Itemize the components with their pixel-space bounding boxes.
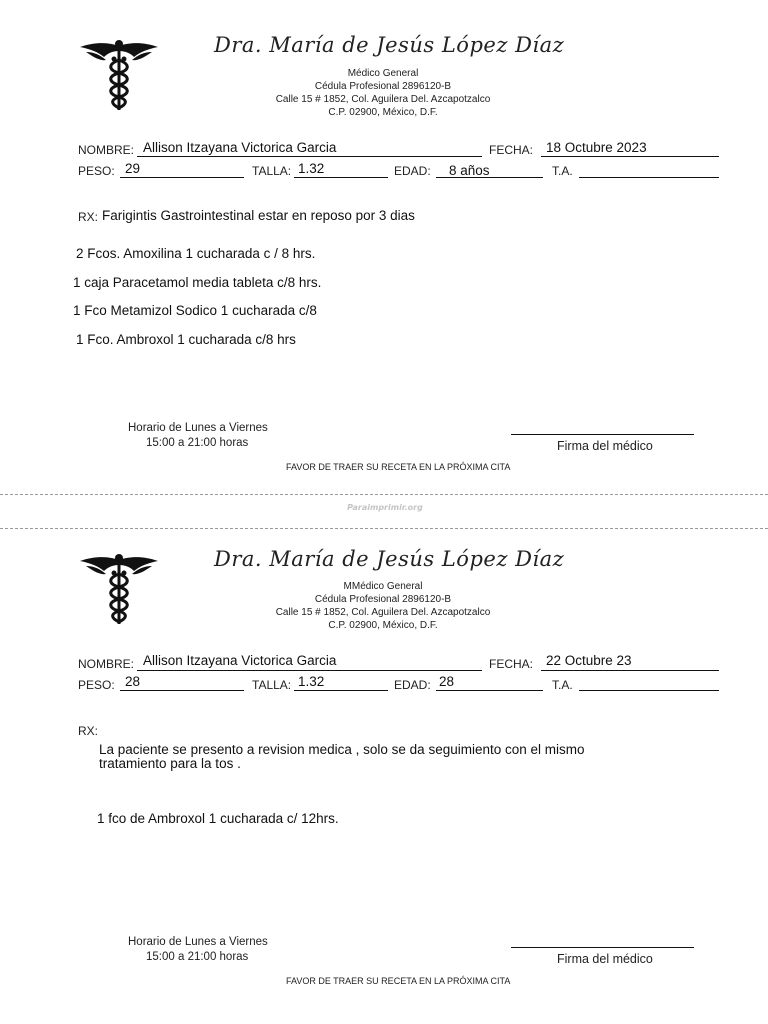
signature-label: Firma del médico — [557, 439, 653, 453]
fecha-label: FECHA: — [489, 143, 534, 157]
nombre-label: NOMBRE: — [78, 143, 135, 157]
talla-value: 1.32 — [298, 674, 325, 689]
doctor-info: MMédico General Cédula Profesional 2896120-B Calle 15 # 1852, Col. Aguilera Del. Azcapotzalco C.P. 02900, México, D.F. — [275, 581, 491, 631]
fecha-label: FECHA: — [489, 657, 534, 671]
edad-label: EDAD: — [394, 164, 431, 178]
observation-text: La paciente se presento a revision medica , solo se da seguimiento con el mismo tratamiento para la tos . — [99, 742, 585, 771]
edad-value: 8 años — [449, 163, 490, 178]
edad-label: EDAD: — [394, 678, 431, 692]
doctor-name: Dra. María de Jesús López Díaz — [214, 547, 565, 571]
signature-line — [511, 947, 694, 948]
ta-label: T.A. — [552, 678, 573, 692]
medication-item: 1 Fco Metamizol Sodico 1 cucharada c/8 — [73, 303, 317, 318]
nombre-line — [137, 156, 482, 157]
nombre-value: Allison Itzayana Victorica Garcia — [143, 653, 337, 668]
peso-line — [120, 690, 244, 691]
peso-value: 28 — [125, 674, 141, 689]
edad-line — [436, 177, 543, 178]
signature-label: Firma del médico — [557, 952, 653, 966]
nombre-line — [137, 670, 482, 671]
ta-line — [579, 690, 719, 691]
doctor-name: Dra. María de Jesús López Díaz — [214, 33, 565, 57]
rx-label: RX: — [78, 724, 99, 738]
nombre-value: Allison Itzayana Victorica Garcia — [143, 140, 337, 155]
peso-line — [120, 177, 244, 178]
ta-line — [579, 177, 719, 178]
cut-line-bottom — [0, 528, 768, 529]
doctor-info: Médico General Cédula Profesional 2896120-B Calle 15 # 1852, Col. Aguilera Del. Azcapotzalco C.P. 02900, México, D.F. — [275, 68, 491, 118]
talla-line — [294, 177, 388, 178]
caduceus-icon — [78, 552, 160, 628]
talla-label: TALLA: — [252, 164, 292, 178]
talla-label: TALLA: — [252, 678, 292, 692]
schedule-hours: 15:00 a 21:00 horas — [146, 951, 249, 963]
peso-label: PESO: — [78, 678, 115, 692]
fecha-line — [541, 670, 719, 671]
edad-line — [436, 690, 543, 691]
schedule-days: Horario de Lunes a Viernes — [128, 936, 268, 948]
rx-label: RX: — [78, 210, 99, 224]
peso-value: 29 — [125, 161, 141, 176]
schedule-days: Horario de Lunes a Viernes — [128, 422, 268, 434]
nombre-label: NOMBRE: — [78, 657, 135, 671]
ta-label: T.A. — [552, 164, 573, 178]
talla-value: 1.32 — [298, 161, 325, 176]
caduceus-icon — [78, 38, 160, 114]
diagnosis-text: Farigintis Gastrointestinal estar en reposo por 3 dias — [102, 208, 415, 223]
schedule-hours: 15:00 a 21:00 horas — [146, 437, 249, 449]
peso-label: PESO: — [78, 164, 115, 178]
fecha-line — [541, 156, 719, 157]
fecha-value: 18 Octubre 2023 — [546, 140, 647, 155]
medication-item: 2 Fcos. Amoxilina 1 cucharada c / 8 hrs. — [76, 246, 316, 261]
medication-item: 1 fco de Ambroxol 1 cucharada c/ 12hrs. — [97, 811, 339, 826]
medication-item: 1 Fco. Ambroxol 1 cucharada c/8 hrs — [76, 332, 296, 347]
talla-line — [294, 690, 388, 691]
medication-item: 1 caja Paracetamol media tableta c/8 hrs. — [73, 275, 322, 290]
fecha-value: 22 Octubre 23 — [546, 653, 632, 668]
signature-line — [511, 434, 694, 435]
footer-note: FAVOR DE TRAER SU RECETA EN LA PRÓXIMA CITA — [286, 976, 511, 986]
cut-line-top — [0, 494, 768, 495]
footer-note: FAVOR DE TRAER SU RECETA EN LA PRÓXIMA CITA — [286, 462, 511, 472]
edad-value: 28 — [439, 674, 455, 689]
watermark: Paraimprimir.org — [347, 503, 423, 512]
